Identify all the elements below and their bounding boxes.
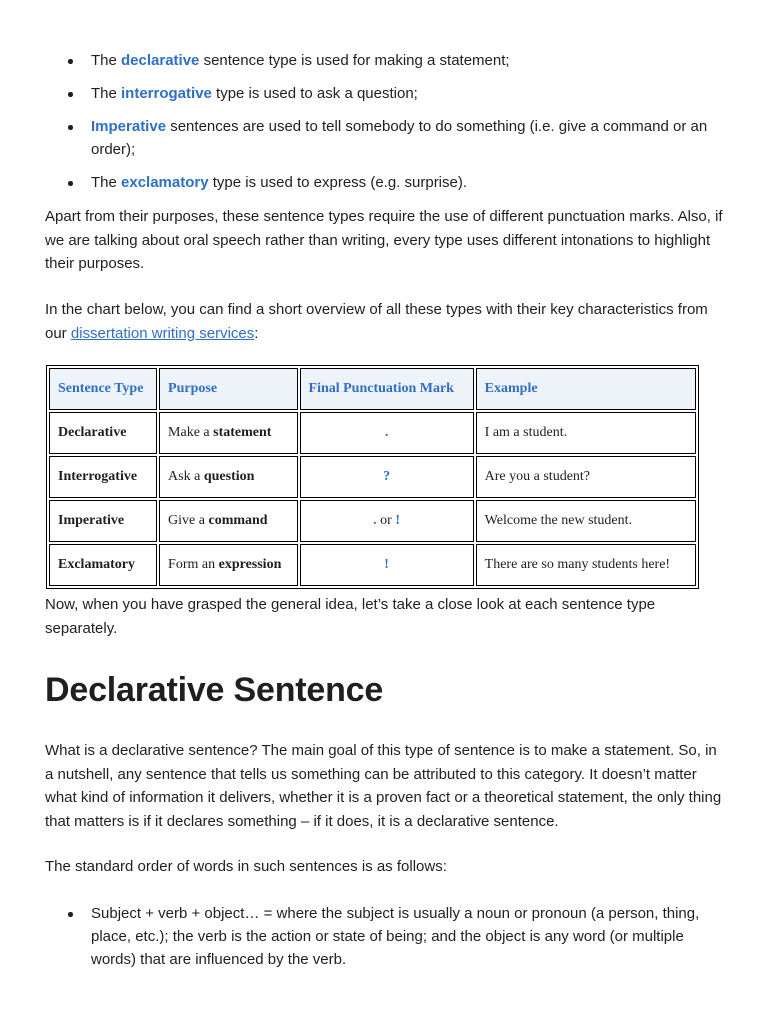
table-header-row xyxy=(49,368,696,410)
cell-purpose: Make a statement xyxy=(159,412,297,454)
list-item: Subject + verb + object… = where the subject is usually a noun or pronoun (a person, thing, place, etc.); the verb is the action or state of being; and the object is any word (or multiple words) that are influenced by the verb. xyxy=(0,902,768,971)
table-row xyxy=(49,412,696,454)
column-header: Example xyxy=(476,368,696,410)
term-exclamatory: exclamatory xyxy=(121,174,209,191)
cell-purpose: Form an expression xyxy=(159,544,297,586)
cell-type: Exclamatory xyxy=(49,544,157,586)
word-order-list xyxy=(0,902,768,971)
cell-purpose: Ask a question xyxy=(159,456,297,498)
cell-punctuation: . xyxy=(300,412,474,454)
cell-example: There are so many students here! xyxy=(476,544,696,586)
sentence-types-table xyxy=(46,365,699,589)
section-heading: Declarative Sentence xyxy=(45,671,384,709)
list-item: The exclamatory type is used to express (e.g. surprise). xyxy=(0,171,768,194)
cell-punctuation: . or ! xyxy=(300,500,474,542)
table-row xyxy=(49,544,696,586)
table-row xyxy=(49,500,696,542)
term-declarative: declarative xyxy=(121,52,200,69)
cell-purpose: Give a command xyxy=(159,500,297,542)
cell-type: Declarative xyxy=(49,412,157,454)
cell-punctuation: ? xyxy=(300,456,474,498)
cell-example: I am a student. xyxy=(476,412,696,454)
paragraph-word-order: The standard order of words in such sentences is as follows: xyxy=(45,858,447,875)
cell-type: Interrogative xyxy=(49,456,157,498)
term-interrogative: interrogative xyxy=(121,85,212,102)
list-item: The declarative sentence type is used for making a statement; xyxy=(0,49,768,72)
paragraph-declarative-definition: What is a declarative sentence? The main goal of this type of sentence is to make a statement. So, in a nutshell, any sentence that tells us something can be attributed to this category. It doesn’t matter what kind of information it delivers, whether it is a proven fact or a theoretical statement, the only thing that matters is if it declares something – if it does, it is a declarative sentence. xyxy=(45,742,722,830)
dissertation-services-link[interactable]: dissertation writing services xyxy=(70,324,255,342)
sentence-type-list xyxy=(0,49,768,204)
list-item: Imperative sentences are used to tell somebody to do something (i.e. give a command or an order); xyxy=(0,115,768,161)
paragraph-chart-intro: In the chart below, you can find a short overview of all these types with their key characteristics from our dissertation writing services: xyxy=(45,301,708,342)
cell-punctuation: ! xyxy=(300,544,474,586)
column-header: Sentence Type xyxy=(49,368,157,410)
cell-example: Welcome the new student. xyxy=(476,500,696,542)
paragraph-punctuation: Apart from their purposes, these sentence types require the use of different punctuation marks. Also, if we are talking about oral speech rather than writing, every type uses different intonations to highlight their purposes. xyxy=(45,208,723,272)
cell-type: Imperative xyxy=(49,500,157,542)
cell-example: Are you a student? xyxy=(476,456,696,498)
list-item: The interrogative type is used to ask a question; xyxy=(0,82,768,105)
term-imperative: Imperative xyxy=(91,118,167,135)
table-row xyxy=(49,456,696,498)
column-header: Purpose xyxy=(159,368,297,410)
paragraph-after-table: Now, when you have grasped the general idea, let’s take a close look at each sentence type separately. xyxy=(45,596,656,637)
column-header: Final Punctuation Mark xyxy=(300,368,474,410)
